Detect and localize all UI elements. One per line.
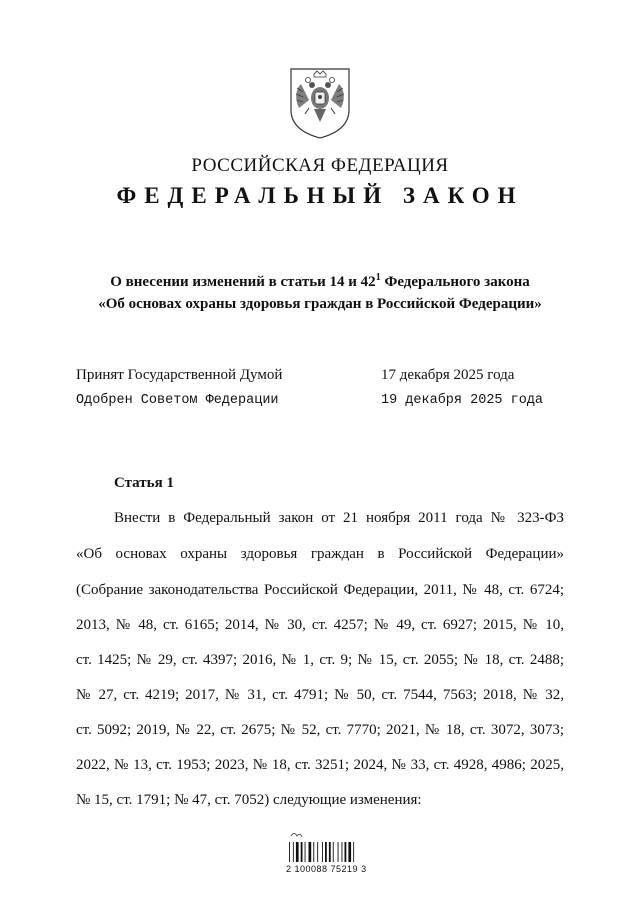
council-approval-label: Одобрен Советом Федерации xyxy=(76,393,279,408)
article-text-line: (Собрание законодательства Российской Федерации, 2011, № 48, ст. 6724; xyxy=(76,582,564,598)
article-text-line: № 15, ст. 1791; № 47, ст. 7052) следующие изменения: xyxy=(76,792,422,808)
barcode-number: 2 100088 75219 3 xyxy=(286,864,367,874)
law-title-text: О внесении изменений в статьи 14 и 42 xyxy=(110,274,376,290)
article-text-line: 2022, № 13, ст. 1953; 2023, № 18, ст. 3251; 2024, № 33, ст. 4928, 4986; 2025, xyxy=(76,757,564,773)
duma-adoption-label: Принят Государственной Думой xyxy=(76,367,283,383)
article-text-line: «Об основах охраны здоровья граждан в Российской Федерации» xyxy=(76,546,564,562)
coat-of-arms-icon xyxy=(287,66,353,140)
council-approval-date: 19 декабря 2025 года xyxy=(381,393,544,408)
article-text-line: ст. 5092; 2019, № 22, ст. 2675; № 52, ст. 7770; 2021, № 18, ст. 3072, 3073; xyxy=(76,722,564,738)
law-title-line-1 xyxy=(0,272,640,291)
article-heading: Статья 1 xyxy=(114,475,174,491)
law-title-superscript: 1 xyxy=(375,272,381,283)
barcode-icon xyxy=(285,830,365,862)
article-text-line: Внести в Федеральный закон от 21 ноября 2011 года № 323-ФЗ xyxy=(114,510,564,526)
law-title-line-2: «Об основах охраны здоровья граждан в Российской Федерации» xyxy=(98,296,542,312)
article-text-line: № 27, ст. 4219; 2017, № 31, ст. 4791; № 50, ст. 7544, 7563; 2018, № 32, xyxy=(76,687,564,703)
article-text-line: ст. 1425; № 29, ст. 4397; 2016, № 1, ст. 9; № 15, ст. 2055; № 18, ст. 2488; xyxy=(76,652,564,668)
law-title-text-end: Федерального закона xyxy=(380,274,530,290)
article-text-line: 2013, № 48, ст. 6165; 2014, № 30, ст. 4257; № 49, ст. 6927; 2015, № 10, xyxy=(76,617,564,633)
document-type: ФЕДЕРАЛЬНЫЙ ЗАКОН xyxy=(116,183,524,208)
country-name: РОССИЙСКАЯ ФЕДЕРАЦИЯ xyxy=(191,155,449,176)
duma-adoption-date: 17 декабря 2025 года xyxy=(381,367,515,383)
